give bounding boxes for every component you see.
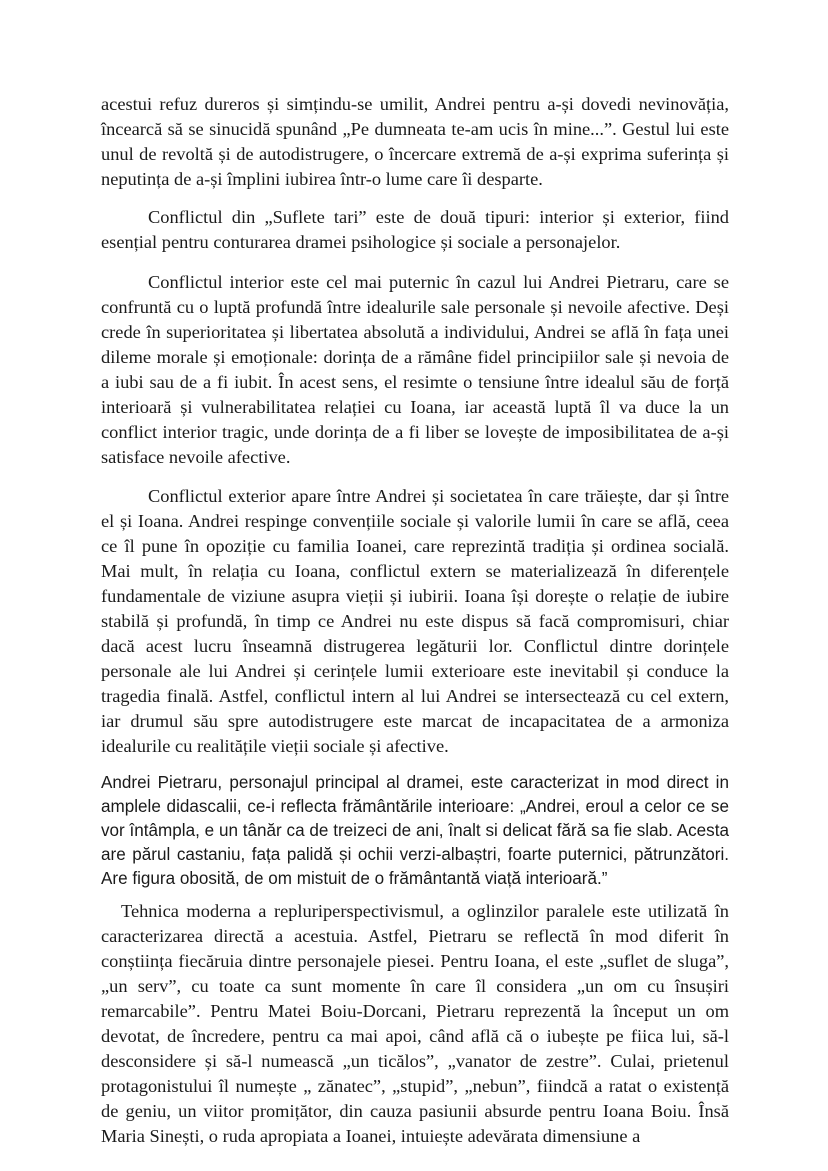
paragraph-refuz-sinucidere: acestui refuz dureros și simțindu-se umilit, Andrei pentru a-și dovedi nevinovăția, încearcă să se sinucidă spunând „Pe dumneata te-am ucis în mine...”. Gestul lui este unul de revoltă și de autodistrugere, o încercare extremă de a-și exprima suferința și neputința de a-și împlini iubirea într-o lume care îi desparte.	[101, 94, 729, 189]
document-page	[101, 92, 729, 1149]
paragraph-caracterizare-didascalii: Andrei Pietraru, personajul principal al dramei, este caracterizat in mod direct in amplele didascalii, ce-i reflecta frământările interioare: „Andrei, eroul a celor ce se vor întâmpla, e un tânăr ca de treizeci de ani, înalt si delicat fără sa fie slab. Acesta are părul castaniu, fața palidă și ochii verzi-albaștri, foarte puternici, pătrunzători. Are figura obosită, de om mistuit de o frământantă viață interioară.”	[101, 773, 729, 888]
paragraph-conflict-exterior: Conflictul exterior apare între Andrei și societatea în care trăiește, dar și între el și Ioana. Andrei respinge convențiile sociale și valorile lumii în care se află, ceea ce îl pune în opoziție cu familia Ioanei, care reprezintă tradiția și ordinea socială. Mai mult, în relația cu Ioana, conflictul extern se materializează în diferențele fundamentale de viziune asupra vieții și iubirii. Ioana își dorește o relație de iubire stabilă și profundă, în timp ce Andrei nu este dispus să facă compromisuri, chiar dacă acest lucru înseamnă distrugerea legăturii lor. Conflictul dintre dorințele personale ale lui Andrei și cerințele lumii exterioare este inevitabil și conduce la tragedia finală. Astfel, conflictul intern al lui Andrei se intersectează cu cel extern, iar drumul său spre autodistrugere este marcat de incapacitatea de a armoniza idealurile cu realitățile vieții sociale și afective.	[101, 486, 729, 756]
paragraph-conflict-tipuri: Conflictul din „Suflete tari” este de două tipuri: interior și exterior, fiind esențial pentru conturarea dramei psihologice și sociale a personajelor.	[101, 207, 729, 252]
paragraph-pluriperspectivism: Tehnica moderna a repluriperspectivismul, a oglinzilor paralele este utilizată în caracterizarea directă a acestuia. Astfel, Pietraru se reflectă în mod diferit în conștiința fiecăruia dintre personajele piesei. Pentru Ioana, el este „suflet de sluga”, „un serv”, cu toate ca sunt momente în care îl considera „un om cu însușiri remarcabile”. Pentru Matei Boiu-Dorcani, Pietraru reprezentă la început un om devotat, de încredere, pentru ca mai apoi, când află că o iubește pe fiica lui, să-l desconsidere și să-l numească „un ticălos”, „vanator de zestre”. Culai, prietenul protagonistului îl numește „ zănatec”, „stupid”, „nebun”, fiindcă a ratat o existență de geniu, un viitor promițător, din cauza pasiunii absurde pentru Ioana Boiu. Însă Maria Sinești, o ruda apropiata a Ioanei, intuiește adevărata dimensiune a	[101, 901, 729, 1146]
paragraph-conflict-interior: Conflictul interior este cel mai puternic în cazul lui Andrei Pietraru, care se confruntă cu o luptă profundă între idealurile sale personale și nevoile afective. Deși crede în superioritatea și libertatea absolută a individului, Andrei se află în fața unei dileme morale și emoționale: dorința de a rămâne fidel principiilor sale și nevoia de a iubi sau de a fi iubit. În acest sens, el resimte o tensiune între idealul său de forță interioară și vulnerabilitatea relației cu Ioana, iar această luptă îl va duce la un conflict interior tragic, unde dorința de a fi liber se lovește de imposibilitatea de a-și satisface nevoile afective.	[101, 272, 729, 467]
